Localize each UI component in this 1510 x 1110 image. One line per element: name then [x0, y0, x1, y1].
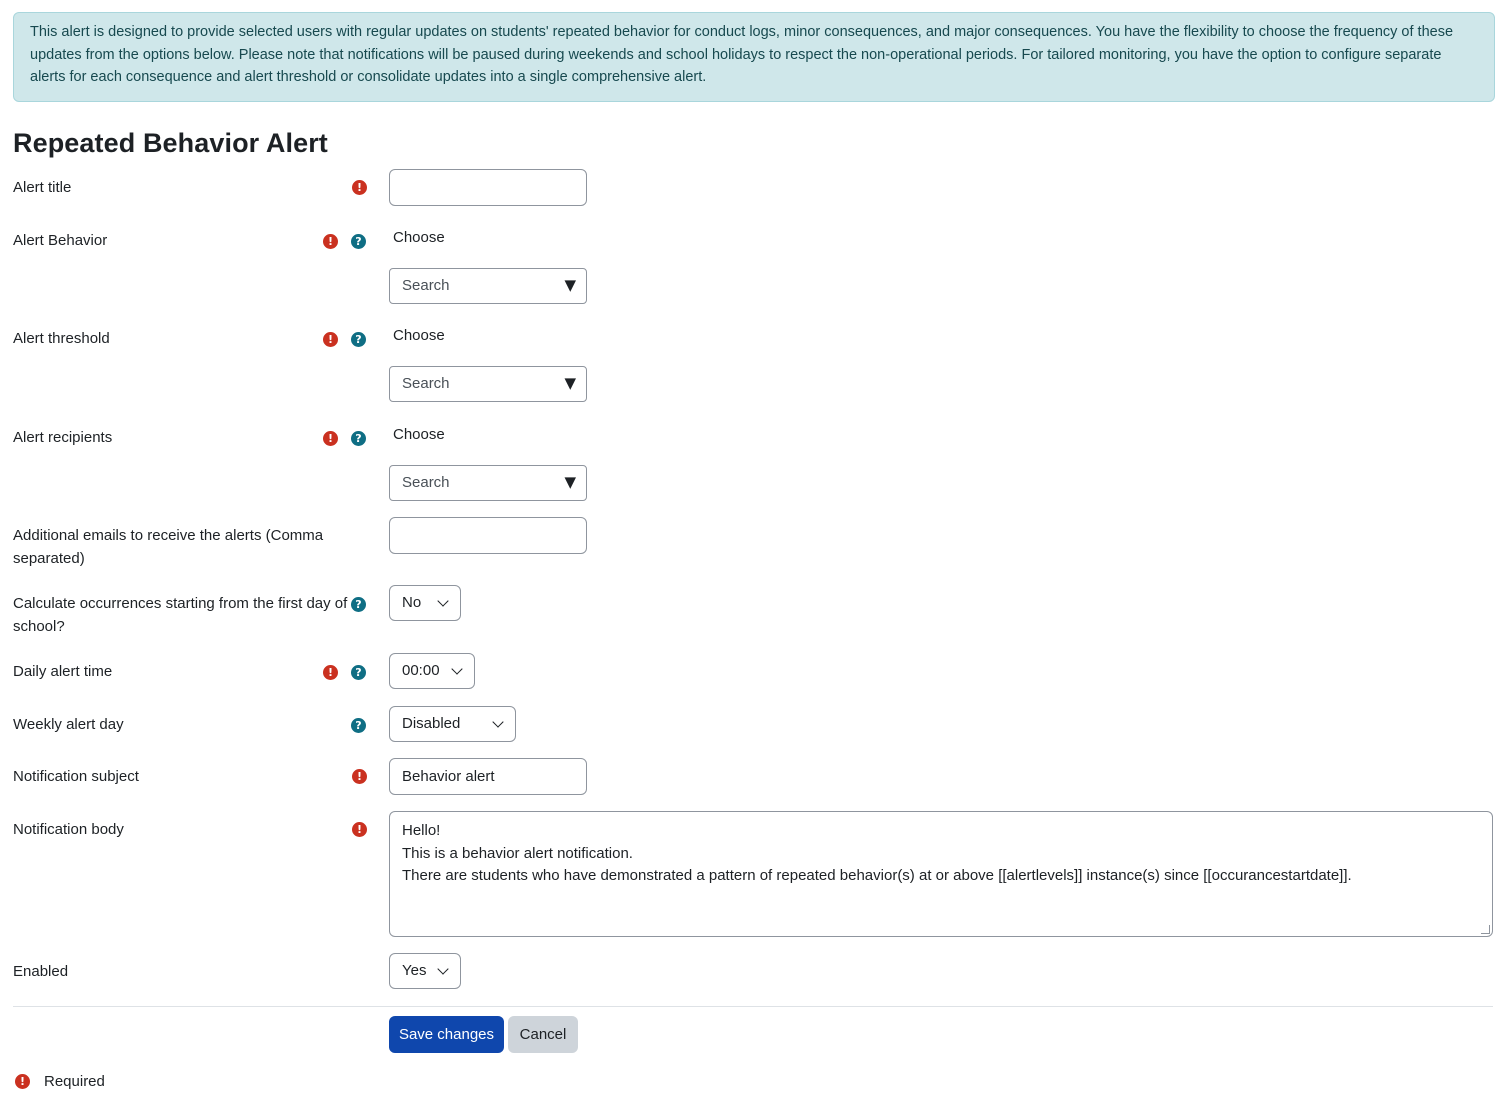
calc-occurrences-label	[13, 592, 347, 638]
alert-title-input[interactable]	[389, 169, 587, 206]
enabled-label: Enabled	[13, 963, 69, 980]
chevron-down-icon	[451, 663, 462, 674]
alert-recipients-search[interactable]	[389, 465, 587, 501]
form-divider	[13, 1006, 1493, 1007]
notification-body-label: Notification body	[13, 821, 124, 838]
notification-body-line: This is a behavior alert notification.	[402, 844, 633, 862]
daily-alert-time-label: Daily alert time	[13, 663, 113, 680]
search-placeholder: Search	[402, 474, 450, 491]
select-value: Yes	[402, 962, 427, 979]
notification-subject-label: Notification subject	[13, 768, 139, 785]
info-alert-text: This alert is designed to provide selected users with regular updates on students' repeated behavior for conduct logs, minor consequences, and major consequences. You have the flexibility to choose the frequency of these updates from the options below. Please note that notifications will be paused during weekends and school holidays to respect the non-operational periods. For tailored monitoring, you have the option to configure separate alerts for each consequence and alert threshold or consolidate updates into a single comprehensive alert.	[30, 24, 1454, 85]
calc-occurrences-select[interactable]	[389, 585, 461, 621]
notification-body-line: There are students who have demonstrated a pattern of repeated behavior(s) at or above [[alertlevels]] instance(s) since [[occurancestartdate]].	[402, 867, 1352, 884]
required-icon: !	[323, 332, 338, 347]
alert-behavior-search[interactable]	[389, 268, 587, 304]
help-icon[interactable]: ?	[351, 665, 366, 680]
alert-behavior-label: Alert Behavior	[13, 232, 108, 249]
additional-emails-input[interactable]	[389, 517, 587, 554]
chevron-down-icon	[492, 716, 503, 727]
resize-handle-icon[interactable]	[1481, 925, 1490, 934]
alert-threshold-label: Alert threshold	[13, 330, 110, 347]
chevron-down-icon	[437, 595, 448, 606]
weekly-alert-day-select[interactable]	[389, 706, 516, 742]
daily-alert-time-select[interactable]	[389, 653, 475, 689]
required-icon: !	[323, 665, 338, 680]
page-title: Repeated Behavior Alert	[13, 128, 328, 158]
save-changes-button[interactable]: Save changes	[389, 1016, 504, 1053]
additional-emails-label-line1: Additional emails to receive the alerts (Comma	[13, 527, 324, 544]
cancel-button[interactable]: Cancel	[508, 1016, 578, 1053]
search-placeholder: Search	[402, 375, 450, 392]
notification-body-line: Hello!	[402, 822, 441, 839]
select-value: Disabled	[402, 715, 461, 732]
required-icon: !	[15, 1074, 30, 1089]
calc-occurrences-label-line1: Calculate occurrences starting from the first day of	[13, 595, 348, 612]
enabled-select[interactable]	[389, 953, 461, 989]
alert-threshold-search[interactable]	[389, 366, 587, 402]
triangle-down-icon: ▼	[564, 276, 576, 294]
help-icon[interactable]: ?	[351, 332, 366, 347]
alert-title-label: Alert title	[13, 179, 72, 196]
required-icon: !	[352, 822, 367, 837]
alert-threshold-choose: Choose	[393, 327, 445, 344]
select-value: 00:00	[402, 662, 440, 679]
search-placeholder: Search	[402, 277, 450, 294]
select-value: No	[402, 594, 422, 611]
required-icon: !	[323, 234, 338, 249]
help-icon[interactable]: ?	[351, 234, 366, 249]
triangle-down-icon: ▼	[564, 473, 576, 491]
calc-occurrences-label-line2: school?	[13, 618, 65, 635]
help-icon[interactable]: ?	[351, 597, 366, 612]
required-icon: !	[352, 769, 367, 784]
chevron-down-icon	[437, 963, 448, 974]
additional-emails-label-line2: separated)	[13, 550, 85, 567]
notification-subject-input[interactable]	[389, 758, 587, 795]
weekly-alert-day-label: Weekly alert day	[13, 716, 124, 733]
alert-recipients-choose: Choose	[393, 426, 445, 443]
required-icon: !	[323, 431, 338, 446]
help-icon[interactable]: ?	[351, 718, 366, 733]
required-legend: Required	[44, 1073, 105, 1090]
alert-recipients-label: Alert recipients	[13, 429, 113, 446]
info-alert	[13, 12, 1495, 102]
notification-body-textarea[interactable]	[389, 811, 1493, 937]
triangle-down-icon: ▼	[564, 374, 576, 392]
help-icon[interactable]: ?	[351, 431, 366, 446]
alert-behavior-choose: Choose	[393, 229, 445, 246]
required-icon: !	[352, 180, 367, 195]
additional-emails-label	[13, 524, 323, 570]
